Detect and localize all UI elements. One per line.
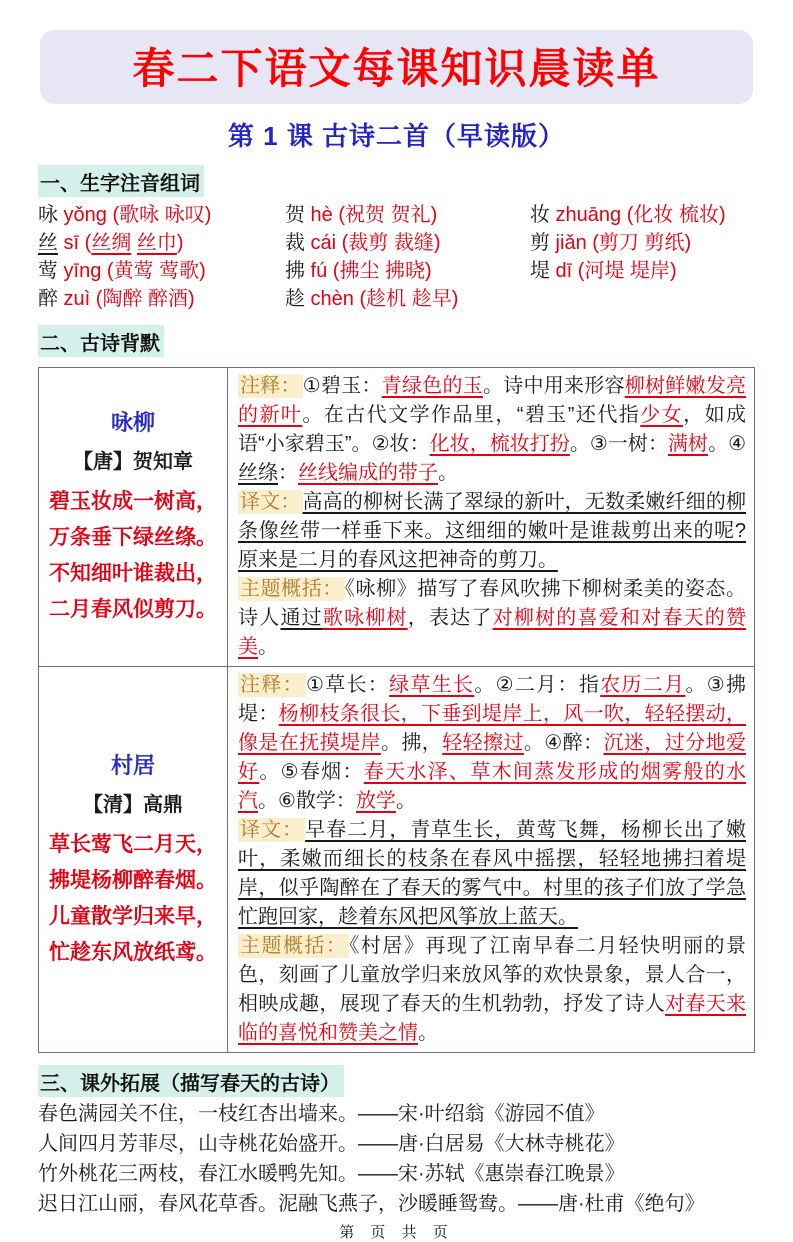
word-entry: 拂 fú (拂尘 拂晓) (285, 260, 432, 282)
section1-heading: 一、生字注音组词 (38, 165, 204, 197)
poem-cell (39, 368, 228, 667)
word-entry: 莺 yīng (黄莺 莺歌) (38, 260, 206, 282)
lesson-subtitle: 第 1 课 古诗二首（早读版） (227, 121, 566, 151)
poem-line: 拂堤杨柳醉春烟。 (49, 868, 217, 892)
word-column-3 (530, 201, 755, 313)
word-entry: 堤 dī (河堤 堤岸) (530, 260, 677, 282)
poem-title: 咏柳 (110, 410, 155, 435)
extension-quotes (38, 1099, 755, 1219)
section3-heading: 三、课外拓展（描写春天的古诗） (38, 1065, 344, 1097)
poem-title: 村居 (110, 752, 155, 778)
word-entry: 剪 jiǎn (剪刀 剪纸) (530, 232, 692, 254)
poem-line: 草长莺飞二月天， (49, 832, 217, 856)
word-grid (38, 201, 755, 313)
poem-line: 碧玉妆成一树高， (49, 490, 217, 513)
word-entry: 醉 zuì (陶醉 醉酒) (38, 288, 195, 310)
translation-paragraph: 译文： 高高的柳树长满了翠绿的新叶，无数柔嫩纤细的柳条像丝带一样垂下来。这细细的嫩叶是谁裁剪出来的呢?原来是二月的春风这把神奇的剪刀。 (238, 491, 746, 571)
word-column-1 (38, 201, 285, 313)
word-entry: 贺 hè (祝贺 贺礼) (285, 204, 438, 226)
explanation-cell (228, 667, 755, 1053)
extension-quote: 迟日江山丽，春风花草香。泥融飞燕子，沙暖睡鸳鸯。——唐·杜甫《绝句》 (38, 1193, 705, 1215)
word-entry: 妆 zhuāng (化妆 梳妆) (530, 204, 726, 226)
notes-paragraph: 注释： ①草长：绿草生长。②二月：指农历二月。③拂堤：杨柳枝条很长，下垂到堤岸上，风一吹，轻轻摆动，像是在抚摸堤岸。拂，轻轻擦过。④醉：沉迷，过分地爱好。⑤春烟：春天水泽、草木间蒸发形成的烟雾般的水汽。⑥散学：放学。 (238, 674, 747, 812)
word-entry: 趁 chèn (趁机 趁早) (285, 288, 459, 310)
poem-table (38, 367, 755, 1053)
poem-row-cunju (39, 667, 755, 1053)
word-entry: 丝 sī (丝绸 丝巾) (38, 232, 184, 254)
word-entry: 裁 cái (裁剪 裁缝) (285, 232, 441, 254)
translation-paragraph: 译文： 早春二月，青草生长，黄莺飞舞，杨柳长出了嫩叶，柔嫩而细长的枝条在春风中摇摆，轻轻地拂扫着堤岸，似乎陶醉在了春天的雾气中。村里的孩子们放了学急忙跑回家，趁着东风把风筝放上蓝天。 (238, 819, 747, 928)
poem-line: 万条垂下绿丝绦。 (49, 526, 217, 549)
page-title: 春二下语文每课知识晨读单 (132, 45, 661, 92)
poem-cell (39, 667, 228, 1053)
explanation-cell (228, 368, 755, 667)
section2-heading: 二、古诗背默 (38, 325, 164, 357)
page-footer: 第 页 共 页 (339, 1224, 454, 1241)
theme-paragraph: 主题概括： 《村居》再现了江南早春二月轻快明丽的景色，刻画了儿童放学归来放风筝的欢快景象，景人合一，相映成趣，展现了春天的生机勃勃，抒发了诗人对春天来临的喜悦和赞美之情。 (238, 935, 747, 1044)
title-banner (40, 30, 753, 104)
extension-quote: 竹外桃花三两枝，春江水暖鸭先知。——宋·苏轼《惠崇春江晚景》 (38, 1163, 625, 1185)
poem-author: 【清】高鼎 (83, 793, 183, 816)
poem-line: 忙趁东风放纸鸢。 (49, 940, 217, 964)
poem-row-yongliu (39, 368, 755, 667)
poem-author: 【唐】贺知章 (73, 451, 193, 473)
extension-quote: 春色满园关不住，一枝红杏出墙来。——宋·叶绍翁《游园不值》 (38, 1103, 605, 1125)
poem-line: 二月春风似剪刀。 (49, 598, 217, 621)
poem-line: 不知细叶谁裁出， (49, 562, 217, 585)
word-entry: 咏 yǒng (歌咏 咏叹) (38, 204, 212, 226)
extension-quote: 人间四月芳菲尽，山寺桃花始盛开。——唐·白居易《大林寺桃花》 (38, 1133, 625, 1155)
notes-paragraph: 注释： ①碧玉：青绿色的玉。诗中用来形容柳树鲜嫩发亮的新叶。在古代文学作品里，“碧玉”还代指少女，如成语“小家碧玉”。②妆：化妆，梳妆打扮。③一树：满树。④丝绦：丝线编成的带子。 (238, 375, 747, 484)
theme-paragraph: 主题概括： 《咏柳》描写了春风吹拂下柳树柔美的姿态。诗人通过歌咏柳树，表达了对柳树的喜爱和对春天的赞美。 (238, 578, 747, 658)
word-column-2 (285, 201, 530, 313)
poem-line: 儿童散学归来早， (49, 904, 217, 928)
